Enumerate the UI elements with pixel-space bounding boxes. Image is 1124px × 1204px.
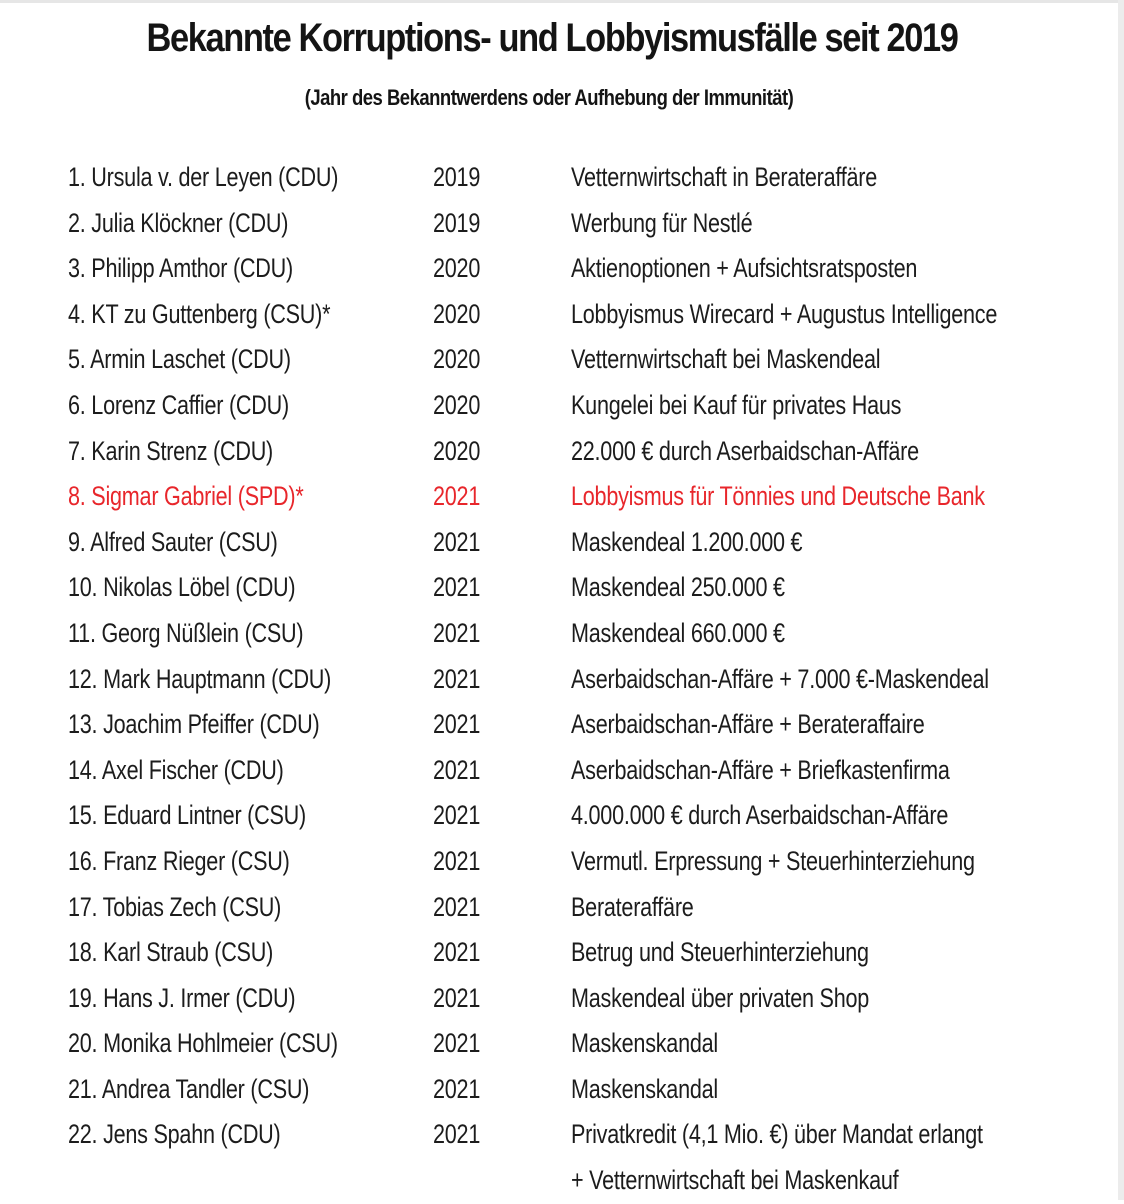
case-name: 3. Philipp Amthor (CDU) bbox=[68, 253, 293, 284]
case-year: 2021 bbox=[433, 982, 481, 1013]
case-name: 4. KT zu Guttenberg (CSU)* bbox=[68, 298, 331, 329]
case-description: Maskenskandal bbox=[571, 1073, 718, 1104]
case-row bbox=[0, 1021, 1124, 1067]
case-row bbox=[0, 155, 1124, 201]
case-year: 2020 bbox=[433, 344, 481, 375]
case-description: Vetternwirtschaft in Berateraffäre bbox=[571, 162, 878, 192]
case-name: 2. Julia Klöckner (CDU) bbox=[68, 207, 289, 238]
case-description: Lobbyismus Wirecard + Augustus Intelligence bbox=[571, 298, 998, 329]
case-row bbox=[0, 657, 1124, 703]
case-name: 17. Tobias Zech (CSU) bbox=[68, 891, 282, 922]
case-row bbox=[0, 1112, 1124, 1158]
case-year: 2019 bbox=[433, 162, 481, 192]
case-year: 2021 bbox=[433, 1119, 481, 1150]
case-name: 6. Lorenz Caffier (CDU) bbox=[68, 389, 289, 420]
case-row-highlighted bbox=[0, 474, 1124, 520]
case-description: Privatkredit (4,1 Mio. €) über Mandat erlangt bbox=[571, 1119, 983, 1150]
case-year: 2021 bbox=[433, 1028, 481, 1059]
case-year: 2021 bbox=[433, 481, 481, 512]
case-description: Betrug und Steuerhinterziehung bbox=[571, 937, 869, 968]
case-year: 2021 bbox=[433, 663, 481, 694]
case-name: 10. Nikolas Löbel (CDU) bbox=[68, 572, 296, 603]
case-year: 2021 bbox=[433, 800, 481, 831]
case-description: Aktienoptionen + Aufsichtsratsposten bbox=[571, 253, 918, 284]
case-year: 2020 bbox=[433, 298, 481, 329]
case-description: Aserbaidschan-Affäre + 7.000 €-Maskendeal bbox=[571, 663, 989, 694]
case-row bbox=[0, 611, 1124, 657]
case-row bbox=[0, 1067, 1124, 1113]
case-name: 12. Mark Hauptmann (CDU) bbox=[68, 663, 332, 694]
case-description: Maskendeal 660.000 € bbox=[571, 617, 785, 648]
case-description: Maskenskandal bbox=[571, 1028, 718, 1059]
case-year: 2021 bbox=[433, 709, 481, 740]
case-name: 14. Axel Fischer (CDU) bbox=[68, 754, 284, 785]
case-name: 22. Jens Spahn (CDU) bbox=[68, 1119, 281, 1150]
case-description: Maskendeal 250.000 € bbox=[571, 572, 785, 603]
case-name: 1. Ursula v. der Leyen (CDU) bbox=[68, 162, 339, 192]
case-row bbox=[0, 201, 1124, 247]
case-name: 19. Hans J. Irmer (CDU) bbox=[68, 982, 296, 1013]
case-year: 2021 bbox=[433, 937, 481, 968]
case-year: 2021 bbox=[433, 526, 481, 557]
case-description: Aserbaidschan-Affäre + Briefkastenfirma bbox=[571, 754, 950, 785]
case-name: 16. Franz Rieger (CSU) bbox=[68, 845, 290, 876]
case-row bbox=[0, 793, 1124, 839]
case-row bbox=[0, 930, 1124, 976]
page-subtitle: (Jahr des Bekanntwerdens oder Aufhebung der Immunität) bbox=[304, 85, 794, 110]
case-year: 2021 bbox=[433, 845, 481, 876]
case-description: Vetternwirtschaft bei Maskendeal bbox=[571, 344, 881, 375]
case-year: 2020 bbox=[433, 253, 481, 284]
case-name: 5. Armin Laschet (CDU) bbox=[68, 344, 291, 375]
case-description: Werbung für Nestlé bbox=[571, 207, 753, 238]
case-year: 2020 bbox=[433, 389, 481, 420]
case-row bbox=[0, 337, 1124, 383]
case-year: 2021 bbox=[433, 617, 481, 648]
case-row bbox=[0, 702, 1124, 748]
case-row bbox=[0, 429, 1124, 475]
case-row bbox=[0, 292, 1124, 338]
case-year: 2021 bbox=[433, 572, 481, 603]
case-row bbox=[0, 748, 1124, 794]
case-description: Kungelei bei Kauf für privates Haus bbox=[571, 389, 902, 420]
case-year: 2019 bbox=[433, 207, 481, 238]
case-description: 4.000.000 € durch Aserbaidschan-Affäre bbox=[571, 800, 949, 831]
case-description: Vermutl. Erpressung + Steuerhinterziehung bbox=[571, 845, 975, 876]
case-row bbox=[0, 520, 1124, 566]
case-row bbox=[0, 383, 1124, 429]
case-name: 18. Karl Straub (CSU) bbox=[68, 937, 274, 968]
case-row-continuation bbox=[0, 1158, 1124, 1204]
case-year: 2021 bbox=[433, 891, 481, 922]
cases-list bbox=[0, 155, 1124, 1204]
case-row bbox=[0, 976, 1124, 1022]
case-row bbox=[0, 885, 1124, 931]
case-name: 20. Monika Hohlmeier (CSU) bbox=[68, 1028, 338, 1059]
case-name: 21. Andrea Tandler (CSU) bbox=[68, 1073, 310, 1104]
case-year: 2021 bbox=[433, 754, 481, 785]
case-description: Aserbaidschan-Affäre + Berateraffaire bbox=[571, 709, 925, 740]
case-name: 8. Sigmar Gabriel (SPD)* bbox=[68, 481, 304, 512]
case-name: 7. Karin Strenz (CDU) bbox=[68, 435, 274, 466]
case-name: 11. Georg Nüßlein (CSU) bbox=[68, 617, 304, 648]
case-name: 13. Joachim Pfeiffer (CDU) bbox=[68, 709, 320, 740]
case-description-continued: + Vetternwirtschaft bei Maskenkauf bbox=[571, 1165, 899, 1196]
case-description: Berateraffäre bbox=[571, 891, 694, 922]
case-description: Maskendeal 1.200.000 € bbox=[571, 526, 803, 557]
page-title: Bekannte Korruptions- und Lobbyismusfälle seit 2019 bbox=[146, 16, 958, 60]
case-year: 2021 bbox=[433, 1073, 481, 1104]
case-name: 9. Alfred Sauter (CSU) bbox=[68, 526, 278, 557]
case-name: 15. Eduard Lintner (CSU) bbox=[68, 800, 306, 831]
case-description: Lobbyismus für Tönnies und Deutsche Bank bbox=[571, 481, 985, 512]
case-row bbox=[0, 246, 1124, 292]
case-description: 22.000 € durch Aserbaidschan-Affäre bbox=[571, 435, 919, 466]
case-description: Maskendeal über privaten Shop bbox=[571, 982, 870, 1013]
case-year: 2020 bbox=[433, 435, 481, 466]
case-row bbox=[0, 565, 1124, 611]
case-row bbox=[0, 839, 1124, 885]
top-border bbox=[0, 0, 1124, 3]
